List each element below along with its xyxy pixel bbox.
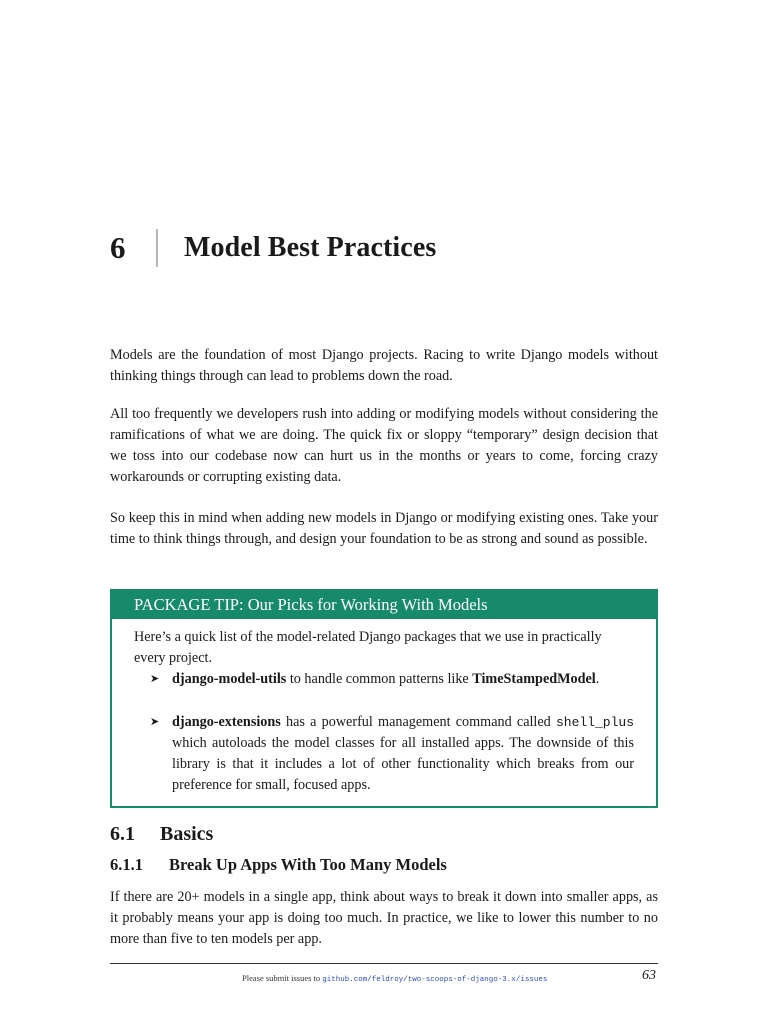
subsection-heading [110,855,447,875]
footer-divider [110,963,658,964]
intro-paragraph-1: Models are the foundation of most Django projects. Racing to write Django models without thinking things through can lead to problems down the road. [110,347,658,384]
subsection-number: 6.1.1 [110,855,143,874]
issues-link[interactable]: github.com/feldroy/two-scoops-of-django-3.x/issues [322,976,548,984]
arrow-bullet-icon: ➤ [150,673,160,685]
intro-paragraph-3: So keep this in mind when adding new models in Django or modifying existing ones. Take your time to think things through, and design your foundation to be as strong and sound as possible. [110,510,658,547]
page-number: 63 [642,968,656,983]
package-name: django-extensions [172,714,281,730]
subsection-title: Break Up Apps With Too Many Models [169,855,447,874]
class-name: TimeStampedModel [472,671,596,687]
package-tip-title: PACKAGE TIP: Our Picks for Working With Models [112,591,656,619]
command-code: shell_plus [555,715,634,730]
section-title: Basics [160,823,214,845]
chapter-number: 6 [110,230,126,265]
arrow-bullet-icon: ➤ [150,716,160,728]
list-item-text: django-extensions has a powerful management command called shell_plus which autoloads the model classes for all installed apps. The downside of this library is that it includes a lot of other functionality which breaks from our preference for small, focused apps. [172,714,634,793]
package-tip-box [110,589,658,808]
package-list [134,669,634,796]
package-name: django-model-utils [172,671,287,687]
list-item [150,669,634,690]
body-paragraph: If there are 20+ models in a single app, think about ways to break it down into smaller apps, as it probably means your app is doing too much. In practice, we like to lower this number to no more than five to ten models per app. [110,889,658,947]
section-number: 6.1 [110,823,135,845]
package-tip-body [112,619,656,796]
intro-paragraph-2: All too frequently we developers rush into adding or modifying models without considering the ramifications of what we are doing. The quick fix or sloppy “temporary” design decision that we toss into our codebase now can hurt us in the months or years to come, forcing crazy workarounds or corrupting existing data. [110,406,658,485]
package-tip-intro: Here’s a quick list of the model-related Django packages that we use in practically every project. [134,629,602,666]
list-item-text: django-model-utils to handle common patterns like TimeStampedModel. [172,671,600,687]
chapter-divider [156,229,158,267]
section-heading [110,823,213,846]
footer-note: Please submit issues to github.com/feldroy/two-scoops-of-django-3.x/issues [242,973,548,984]
list-item [150,712,634,796]
chapter-title: Model Best Practices [184,232,437,263]
chapter-heading [110,226,436,270]
